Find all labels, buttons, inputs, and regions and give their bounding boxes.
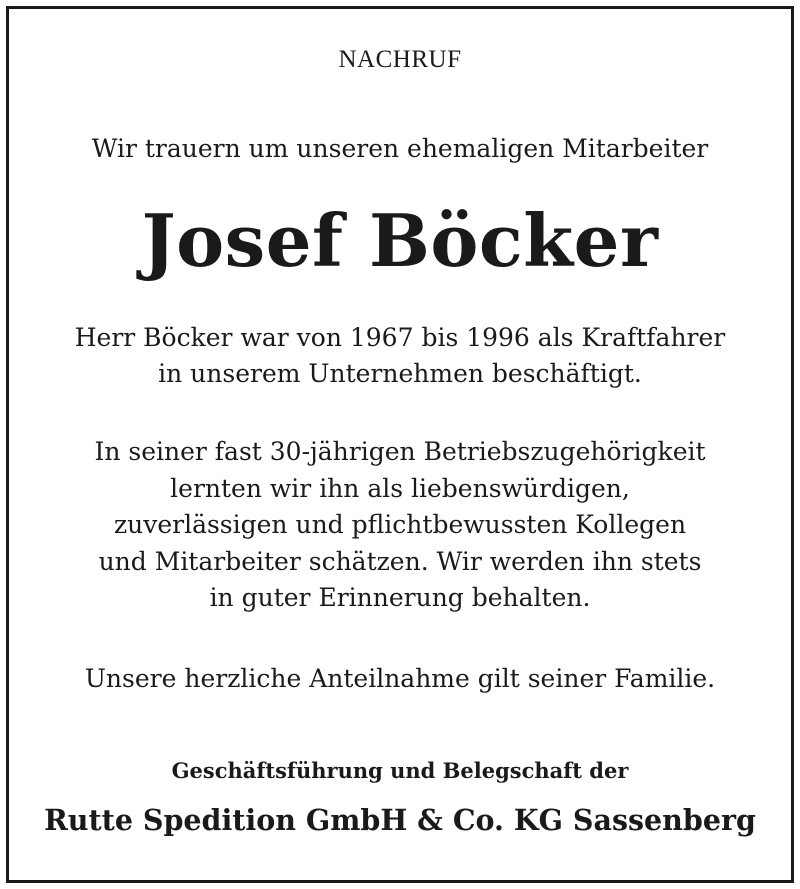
paragraph-line: in guter Erinnerung behalten. (209, 583, 591, 612)
signature-line-1: Geschäftsführung und Belegschaft der (171, 758, 629, 783)
paragraph-line: zuverlässigen und pflichtbewussten Kollegen (113, 510, 687, 539)
company-signature: Rutte Spedition GmbH & Co. KG Sassenberg (44, 803, 756, 837)
tribute-paragraph (0, 434, 800, 617)
paragraph-line: In seiner fast 30-jährigen Betriebszugehörigkeit (94, 437, 706, 466)
intro-text: Wir trauern um unseren ehemaligen Mitarbeiter (91, 134, 709, 163)
paragraph-line: Herr Böcker war von 1967 bis 1996 als Kraftfahrer (74, 323, 726, 352)
paragraph-line: und Mitarbeiter schätzen. Wir werden ihn stets (98, 546, 702, 576)
condolence-text: Unsere herzliche Anteilnahme gilt seiner Familie. (84, 664, 716, 693)
notice-heading: NACHRUF (338, 46, 462, 73)
employment-paragraph (0, 320, 800, 392)
paragraph-line: lernten wir ihn als liebenswürdigen, (170, 473, 630, 503)
paragraph-line: in unserem Unternehmen beschäftigt. (158, 359, 642, 388)
deceased-name: Josef Böcker (141, 198, 659, 283)
